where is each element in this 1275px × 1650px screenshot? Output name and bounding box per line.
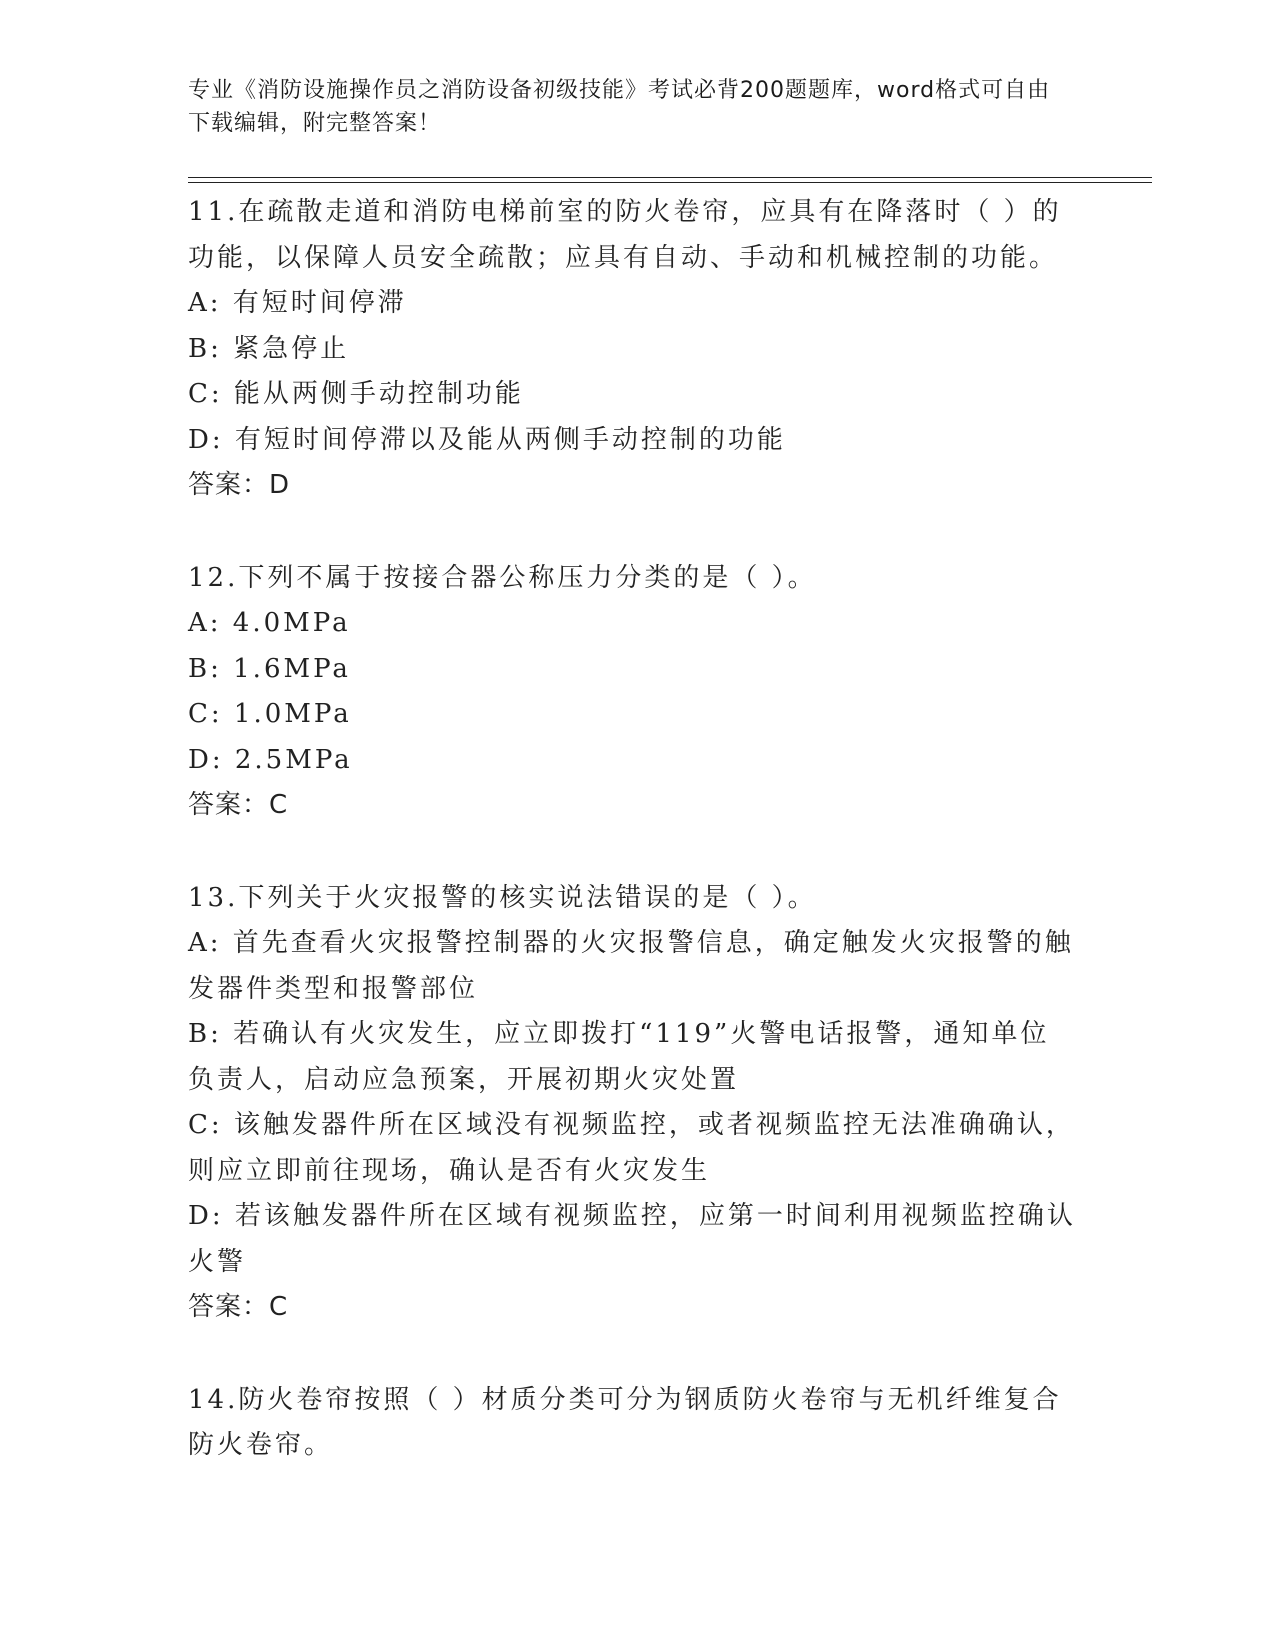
option-c: C: 该触发器件所在区域没有视频监控，或者视频监控无法准确确认，则应立即前往现场，确认是否有火灾发生 [188,1110,1075,1186]
question-stem: 12.下列不属于按接合器公称压力分类的是（ ）。 [188,562,817,593]
question-12 [188,556,1078,829]
option-d: D: 有短时间停滞以及能从两侧手动控制的功能 [188,424,786,455]
option-d: D: 若该触发器件所在区域有视频监控，应第一时间利用视频监控确认火警 [188,1201,1076,1277]
option-a: A: 有短时间停滞 [188,288,407,318]
question-13 [188,876,1078,1331]
option-a: A: 4.0MPa [188,608,351,638]
option-d: D: 2.5MPa [188,744,353,775]
option-c: C: 能从两侧手动控制功能 [188,379,524,409]
option-b: B: 1.6MPa [188,653,351,684]
option-b: B: 紧急停止 [188,333,350,364]
header-divider-bottom [188,182,1152,183]
answer-label: 答案：C [188,790,289,820]
option-b: B: 若确认有火灾发生，应立即拨打“119”火警电话报警，通知单位负责人，启动应急预案，开展初期火灾处置 [188,1019,1050,1095]
question-stem: 11.在疏散走道和消防电梯前室的防火卷帘，应具有在降落时（ ）的功能，以保障人员安全疏散；应具有自动、手动和机械控制的功能。 [188,197,1062,273]
question-14 [188,1378,1078,1469]
answer-label: 答案：C [188,1292,289,1322]
document-header: 专业《消防设施操作员之消防设备初级技能》考试必背200题题库，word格式可自由下载编辑，附完整答案！ [188,78,1051,136]
header-divider-top [188,177,1152,178]
question-stem: 14.防火卷帘按照（ ）材质分类可分为钢质防火卷帘与无机纤维复合防火卷帘。 [188,1384,1062,1460]
question-11 [188,190,1078,509]
question-stem: 13.下列关于火灾报警的核实说法错误的是（ ）。 [188,882,817,913]
option-c: C: 1.0MPa [188,699,352,729]
answer-label: 答案：D [188,470,291,500]
question-list [188,190,1078,1469]
option-a: A: 首先查看火灾报警控制器的火灾报警信息，确定触发火灾报警的触发器件类型和报警部位 [188,928,1074,1004]
